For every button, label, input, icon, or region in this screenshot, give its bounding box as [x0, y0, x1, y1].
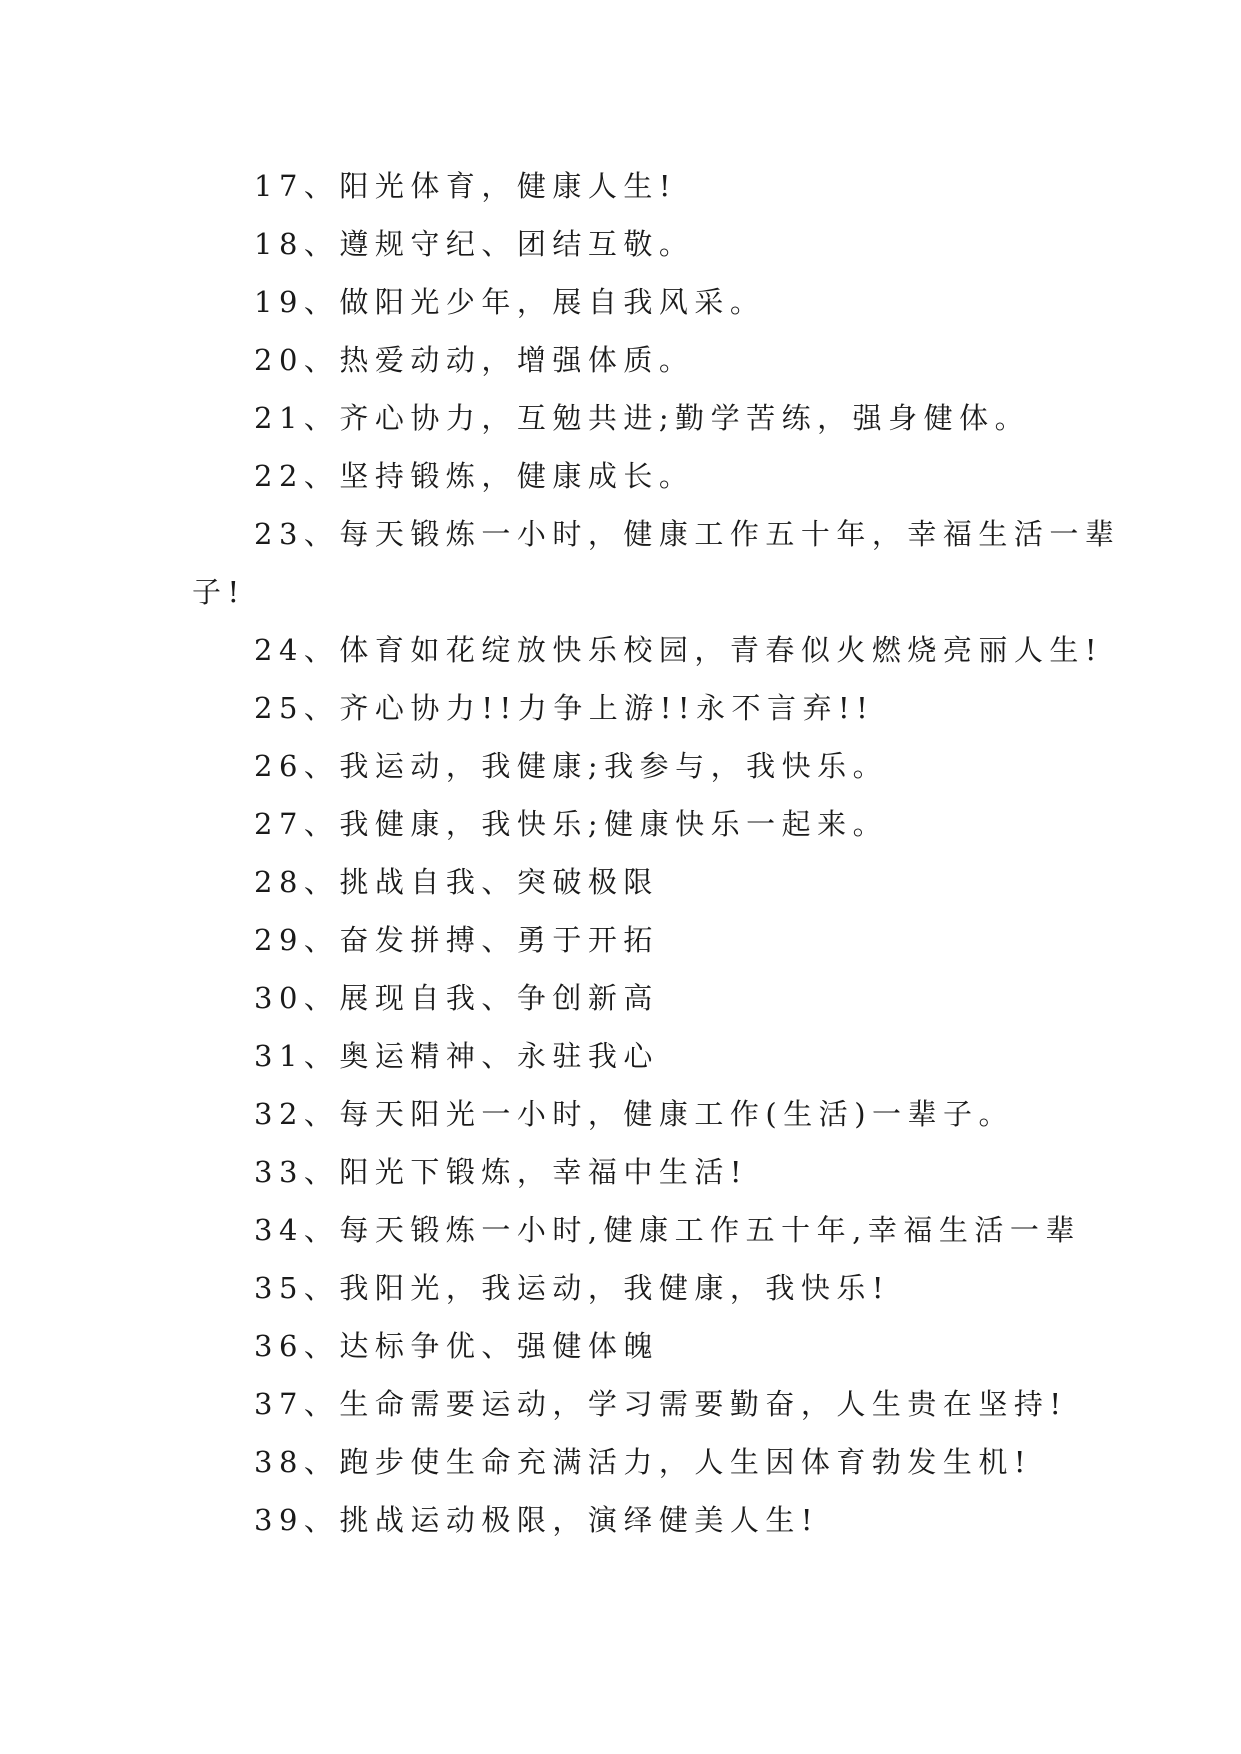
list-item: 33、阳光下锻炼，幸福中生活!	[254, 1155, 749, 1189]
list-item: 24、体育如花绽放快乐校园，青春似火燃烧亮丽人生!	[254, 633, 1104, 667]
list-item: 35、我阳光，我运动，我健康，我快乐!	[254, 1271, 891, 1305]
list-item: 29、奋发拼搏、勇于开拓	[254, 923, 659, 957]
list-item: 34、每天锻炼一小时,健康工作五十年,幸福生活一辈	[254, 1213, 1081, 1247]
list-item: 32、每天阳光一小时，健康工作(生活)一辈子。	[254, 1097, 1015, 1131]
list-item: 37、生命需要运动，学习需要勤奋，人生贵在坚持!	[254, 1387, 1068, 1421]
list-item: 30、展现自我、争创新高	[254, 981, 659, 1015]
list-item: 19、做阳光少年，展自我风采。	[254, 285, 766, 319]
list-item: 23、每天锻炼一小时，健康工作五十年，幸福生活一辈	[254, 517, 1121, 551]
list-item: 31、奥运精神、永驻我心	[254, 1039, 659, 1073]
list-item: 17、阳光体育，健康人生!	[254, 169, 678, 203]
list-item: 39、挑战运动极限，演绎健美人生!	[254, 1503, 820, 1537]
list-item: 27、我健康，我快乐;健康快乐一起来。	[254, 807, 889, 841]
list-item: 26、我运动，我健康;我参与，我快乐。	[254, 749, 889, 783]
list-item: 36、达标争优、强健体魄	[254, 1329, 659, 1363]
list-item: 21、齐心协力，互勉共进;勤学苦练，强身健体。	[254, 401, 1031, 435]
list-item: 38、跑步使生命充满活力，人生因体育勃发生机!	[254, 1445, 1033, 1479]
list-item: 28、挑战自我、突破极限	[254, 865, 659, 899]
list-item: 22、坚持锻炼，健康成长。	[254, 459, 695, 493]
list-item: 20、热爱动动，增强体质。	[254, 343, 695, 377]
list-item: 18、遵规守纪、团结互敬。	[254, 227, 695, 261]
slogan-list	[192, 157, 1121, 1549]
list-item: 25、齐心协力!!力争上游!!永不言弃!!	[254, 691, 875, 725]
list-item-continuation: 子!	[192, 575, 246, 609]
